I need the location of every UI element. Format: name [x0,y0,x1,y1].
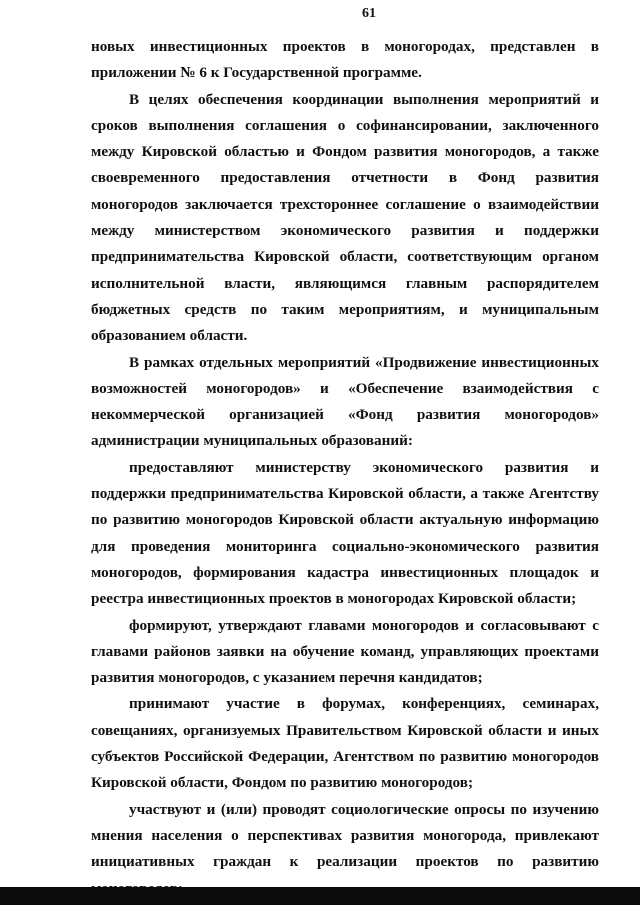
scan-bottom-edge [0,887,640,905]
paragraph-item-information: предоставляют министерству экономического развития и поддержки предпринимательства Кировской области, а также Агентству по развитию моногородов Кировской области актуальную информацию для проведения мониторинга социально-экономического развития моногородов, формирования кадастра инвестиционных площадок и реестра инвестиционных проектов в моногородах Кировской области; [91,458,599,608]
paragraph-item-forums: принимают участие в форумах, конференциях, семинарах, совещаниях, организуемых Правительством Кировской области и иных субъектов Российской Федерации, Агентством по развитию моногородов Кировской области, Фондом по развитию моногородов; [91,695,599,792]
paragraph-continuation: новых инвестиционных проектов в моногородах, представлен в приложении № 6 к Государственной программе. [91,38,599,82]
paragraph-item-surveys: участвуют и (или) проводят социологические опросы по изучению мнения населения о перспективах развития моногорода, привлекают инициативных граждан к реализации проектов по развитию [91,800,599,871]
paragraph-item-training: формируют, утверждают главами моногородов и согласовывают с главами районов заявки на обучение команд, управляющих проектами развития моногородов, с указанием перечня кандидатов; [91,616,599,687]
page-number: 61 [362,6,376,21]
paragraph-coordination: В целях обеспечения координации выполнения мероприятий и сроков выполнения соглашения о софинансировании, заключенного между Кировской областью и Фондом развития моногородов, а также своевременного предоставления отчетности в Фонд развития моногородов заключается трехстороннее соглашение о взаимодействии между министерством экономического развития и поддержки предпринимательства Кировской области, соответствующим органом исполнительной власти, являющимся главным распорядителем бюджетных средств по таким мероприятиям, и муниципальным образованием области. [91,90,599,345]
paragraph-activities-intro: В рамках отдельных мероприятий «Продвижение инвестиционных возможностей моногородов» и «Обеспечение взаимодействия с некоммерческой организацией «Фонд развития моногородов» администрации муниципальных образований: [91,353,599,450]
document-body [91,34,599,902]
